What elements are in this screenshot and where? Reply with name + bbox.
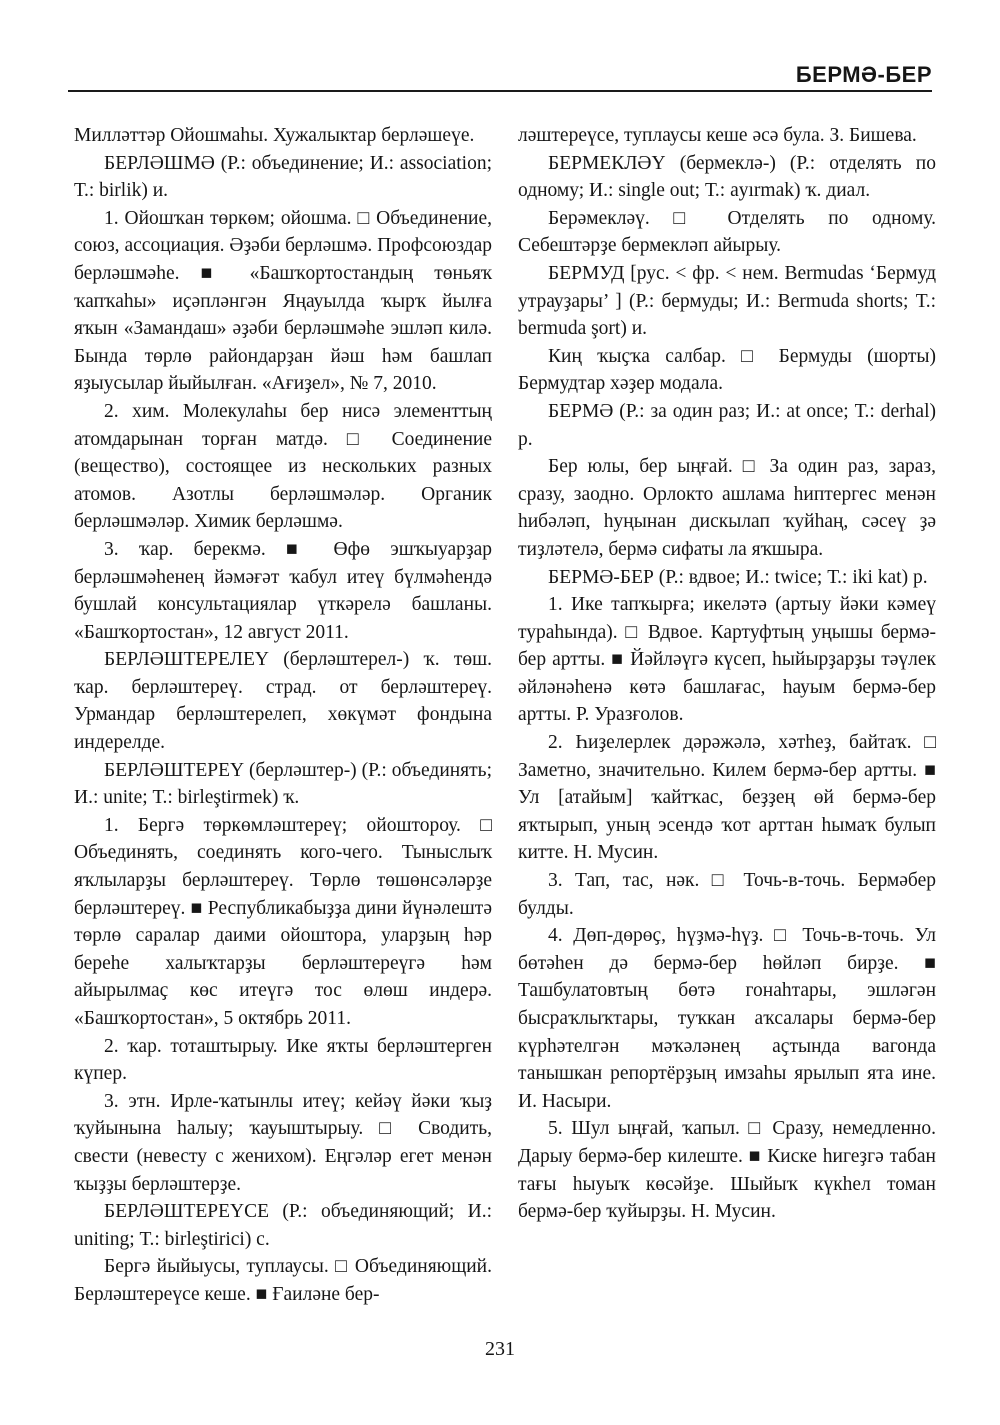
sense-paragraph: Бер юлы, бер ыңғай. □ За один раз, зараз, сразу, заодно. Орлокто ашлама һиптергес менән һибәләп, һуңынан дискылап ҡуйһаң, сәсеү ҙә тиҙләтелә, бермә сифаты ла яҡшыра. xyxy=(518,456,936,560)
dictionary-entry: БЕРЛӘШТЕРЕЛЕҮ (берләштерел-) ҡ. төш. ҡар. берләштереү. страд. от берләштереү. Урмандар берләштерелеп, хөкүмәт фондына индерелде. xyxy=(74,649,492,754)
paragraph: Милләттәр Ойошмаһы. Хужалыктар берләшеүе. xyxy=(74,125,475,146)
dictionary-entry: БЕРМӘ (Р.: за один раз; И.: at once; Т.: derhal) р. xyxy=(518,400,936,450)
sense-paragraph: 2. хим. Молекулаһы бер нисә элементтың атомдарынан торған матдә. □ Соединение (вещество), состоящее из нескольких разных атомов. Азотлы берләшмәләр. Органик берләшмәләр. Химик берләшмә. xyxy=(74,400,492,533)
page-number: 231 xyxy=(485,1338,515,1360)
sense-paragraph: 3. Тап, тас, нәк. □ Точь-в-точь. Бермәбер булды. xyxy=(518,870,936,919)
sense-paragraph: 3. этн. Ирле-ҡатынлы итеү; кейәү йәки ҡыҙ ҡуйынына һалыу; ҡауыштырыу. □ Сводить, свести (невесту с женихом). Еңгәләр егет менән ҡыҙҙы берләштерҙе. xyxy=(74,1090,492,1195)
sense-paragraph: Киң ҡыҫҡа салбар. □ Бермуды (шорты) Бермудтар хәҙер модала. xyxy=(518,345,936,395)
dictionary-entry: БЕРЛӘШМӘ (Р.: объединение; И.: association; Т.: birlik) и. xyxy=(74,152,492,202)
paragraph: ләштереүсе, туплаусы кеше әсә була. З. Бишева. xyxy=(518,125,917,146)
left-column xyxy=(74,122,492,1309)
sense-paragraph: 5. Шул ыңғай, ҡапыл. □ Сразу, немедленно. Дарыу бермә-бер килеште. ■ Киске һигеҙгә табан тағы һыуыҡ көсәйҙе. Шыйыҡ күкһел томан бермә-бер ҡуйырҙы. Н. Мусин. xyxy=(518,1118,936,1223)
sense-paragraph: 2. ҡар. тоташтырыу. Ике яҡты берләштерген күпер. xyxy=(74,1035,492,1085)
running-headword: БЕРМӘ-БЕР xyxy=(795,62,932,87)
dictionary-entry: БЕРЛӘШТЕРЕҮСЕ (Р.: объединяющий; И.: uniting; Т.: birleştirici) с. xyxy=(74,1201,492,1250)
sense-paragraph: 1. Ойошҡан төркөм; ойошма. □ Объединение, союз, ассоциация. Әҙәби берләшмә. Профсоюздар берләшмәһе. ■ «Башҡортостандың төньяҡ ҡапҡаһы» иҫәпләнгән Яңауылда ҡырҡ йылға яҡын «Замандаш» әҙәби берләшмәһе эшләп килә. Бында төрлө райондарҙан йәш һәм башлап яҙыусылар йыйылған. «Ағиҙел», № 7, 2010. xyxy=(74,207,492,395)
sense-paragraph: Бергә йыйыусы, туплаусы. □ Объединяющий. Берләштереүсе кеше. ■ Ғаиләне бер- xyxy=(74,1256,492,1305)
sense-paragraph: 3. ҡар. берекмә. ■ Өфө эшҡыуарҙар берләшмәһенең йәмәғәт ҡабул итеү бүлмәһендә бушлай консультациялар үткәрелә башланы. «Башҡортостан», 12 август 2011. xyxy=(74,538,492,643)
sense-paragraph: 2. Һиҙелерлек дәрәжәлә, хәтһеҙ, байтаҡ. □ Заметно, значительно. Килем бермә-бер артты. ■ Ул [атайым] ҡайтҡас, беҙҙең өй бермә-бер яҡтырып, уның эсендә ҡот арттан һымаҡ булып китте. Н. Мусин. xyxy=(518,732,936,864)
sense-paragraph: 1. Бергә төркөмләштереү; ойоштороу. □ Объединять, соединять кого-чего. Тыныслыҡ яҡлыларҙы берләштереү. Төрлө төшөнсәләрҙе берләштереү. ■ Республикабыҙҙа дини йүнәлештә төрлө саралар даими ойоштора, уларҙың һәр береһе халыҡтарҙы берләштереүгә һәм айырылмаҫ көс итеүгә тос өлөш индерә. «Башҡортостан», 5 октябрь 2011. xyxy=(74,814,492,1029)
dictionary-entry: БЕРМӘ-БЕР (Р.: вдвое; И.: twice; Т.: iki kat) р. xyxy=(548,566,928,588)
dictionary-entry: БЕРМУД [рус. < фр. < нем. Bermudas ‘Бермуд утрауҙары’ ] (Р.: бермуды; И.: Bermuda shorts; Т.: bermuda şort) и. xyxy=(518,262,936,340)
sense-paragraph: 1. Ике тапҡырға; икеләтә (артыу йәки кәмеү тураһында). □ Вдвое. Картуфтың уңышы бермә-бер артты. ■ Йәйләүгә күсеп, һыйырҙарҙы тәүлек әйләнәһенә көтә башлағас, һауым бермә-бер артты. Р. Уразғолов. xyxy=(518,594,936,726)
page-header xyxy=(68,58,932,92)
dictionary-entry: БЕРЛӘШТЕРЕҮ (берләштер-) (Р.: объединять; И.: unite; Т.: birleştirmek) ҡ. xyxy=(74,759,492,809)
right-column xyxy=(518,122,936,1226)
sense-paragraph: 4. Дөп-дөрөҫ, һүҙмә-һүҙ. □ Точь-в-точь. Ул бөтәһен дә бермә-бер һөйләп бирҙе. ■ Ташбулатовтың бөтә гонаһтары, эшләгән бысраҡлыҡтары, туҡкан аҡсалары бермә-бер күрһәтелгән мәҡәләнең аҫтында вагонда танышкан репортёрҙың имзаһы ярылып ята ине. И. Насыри. xyxy=(518,925,936,1112)
sense-paragraph: Берәмекләү. □ Отделять по одному. Себештәрҙе бермекләп айырыу. xyxy=(518,207,936,257)
dictionary-entry: БЕРМЕКЛӘҮ (бермеклә-) (Р.: отделять по одному; И.: single out; Т.: ayırmak) ҡ. диал. xyxy=(518,152,936,202)
